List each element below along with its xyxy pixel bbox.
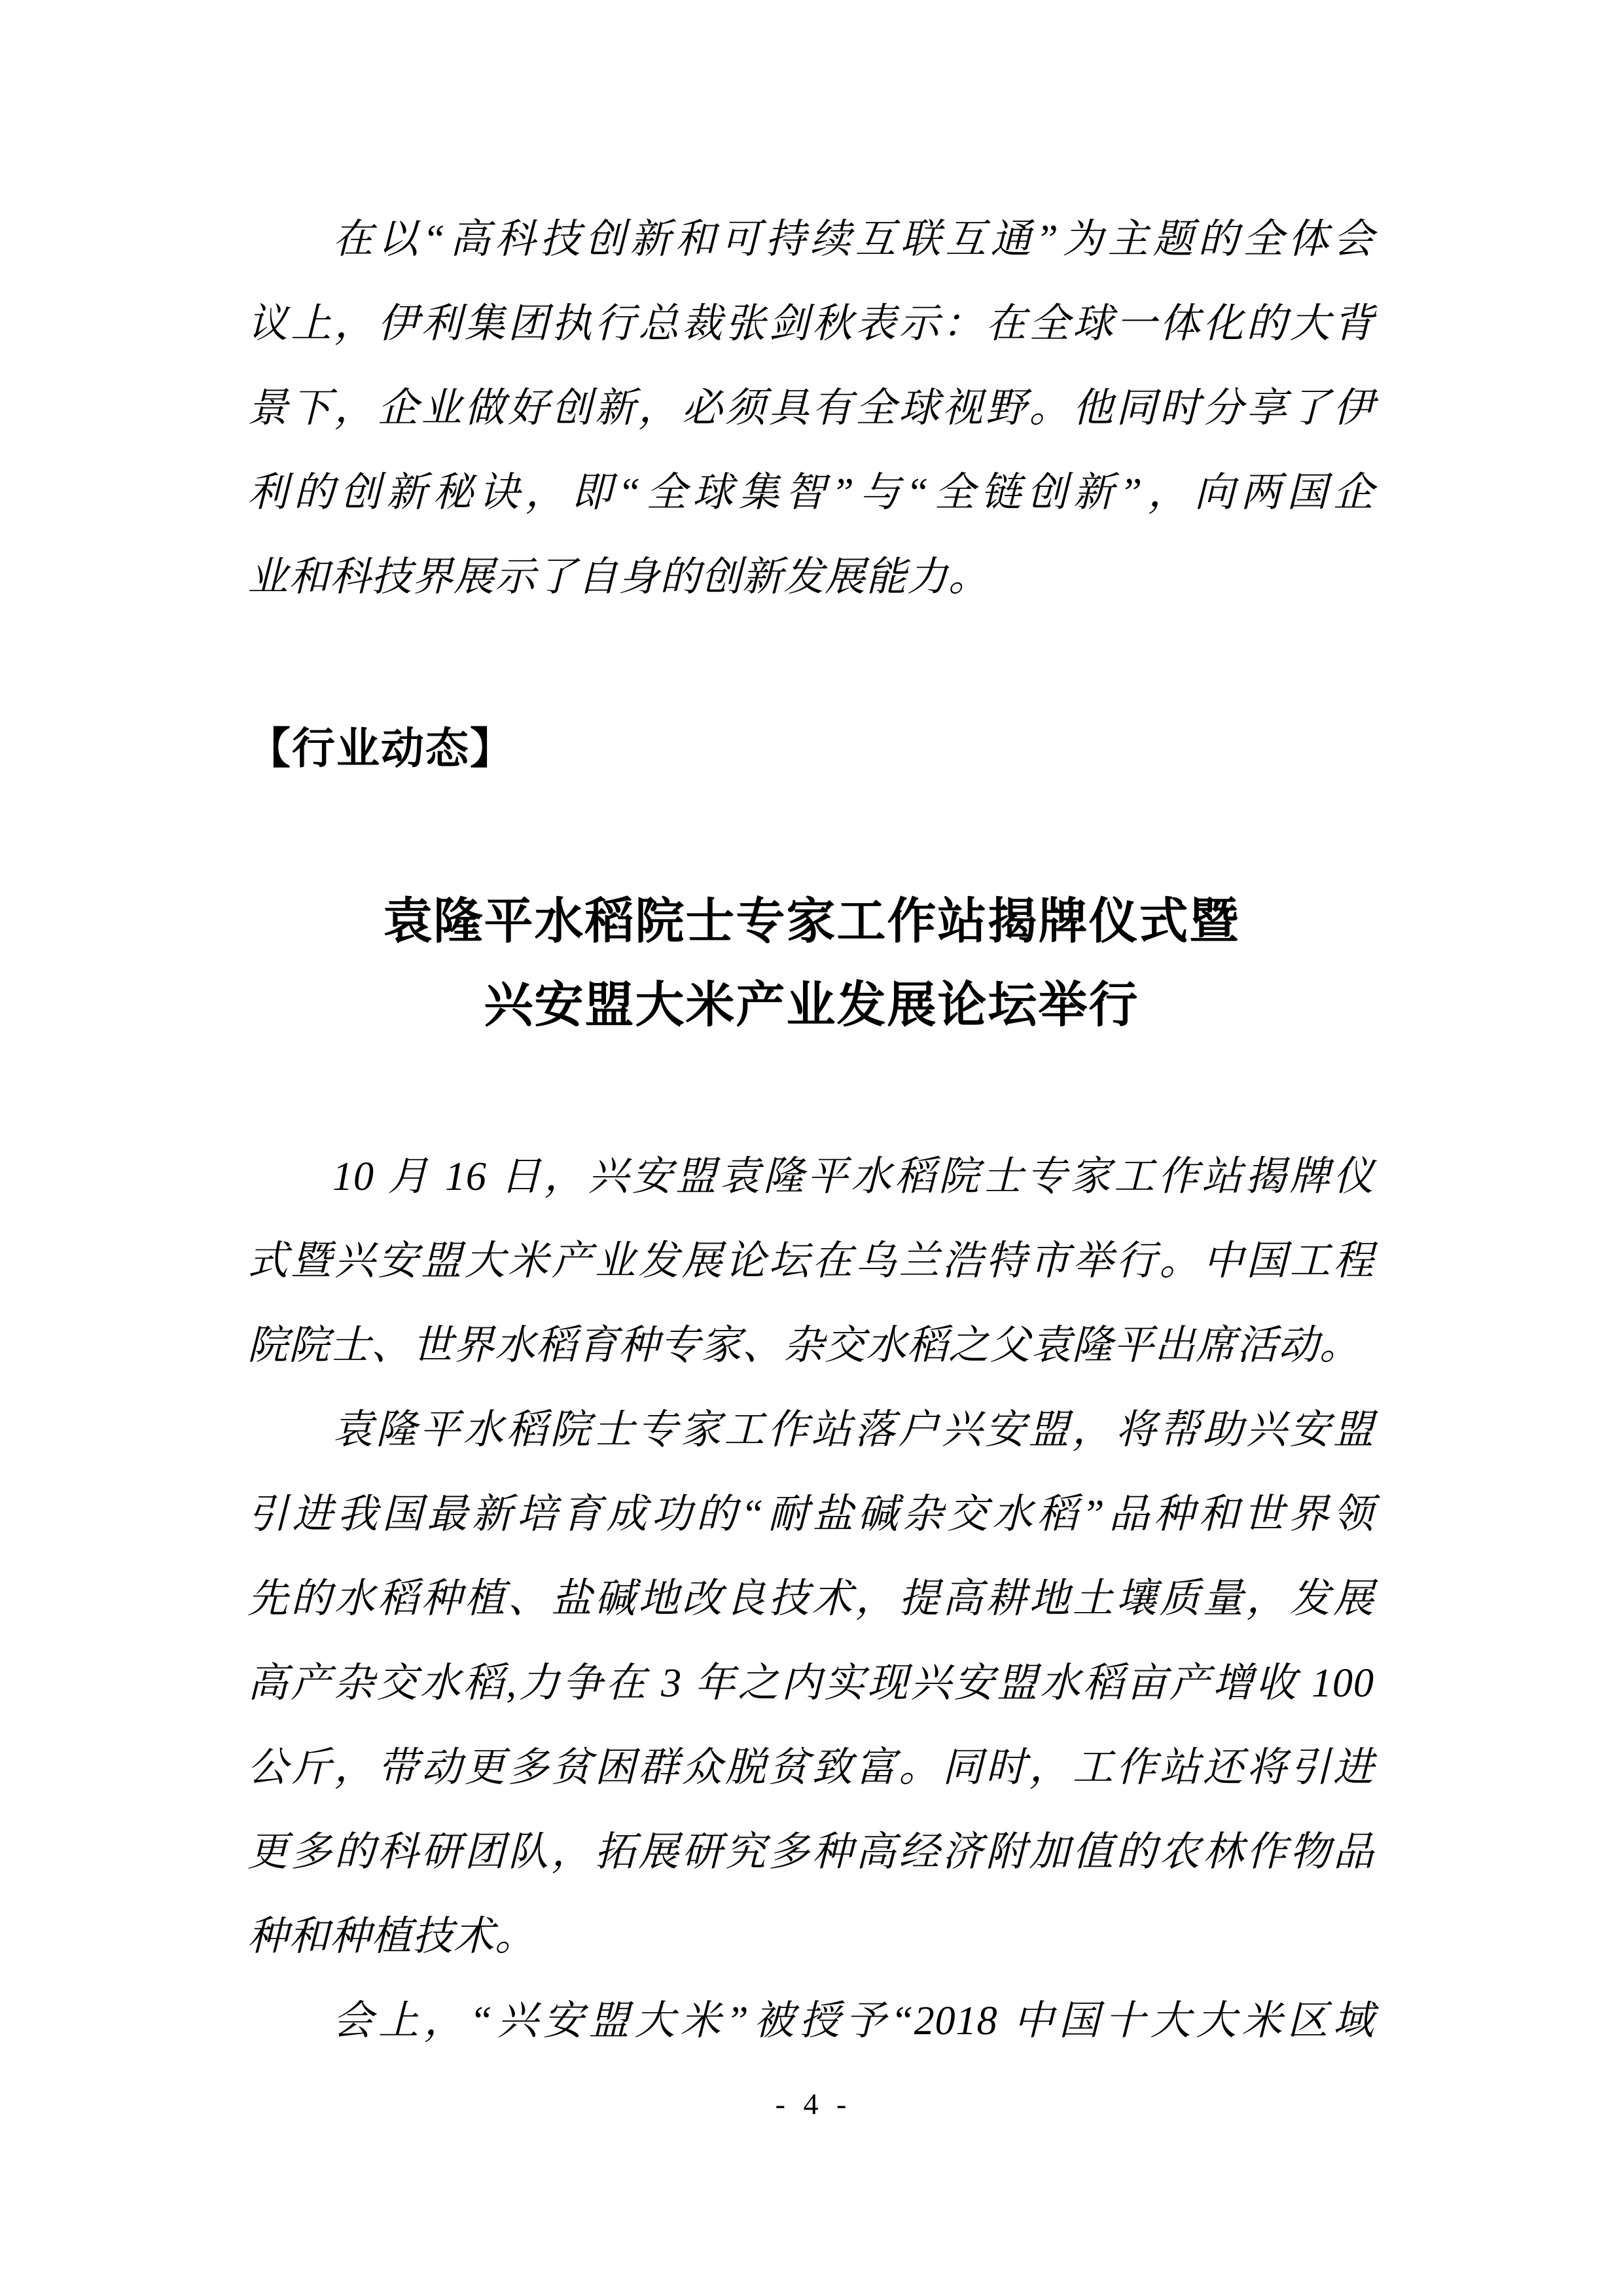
page-number: - 4 - [775,2087,848,2121]
article-body [247,1135,1374,2064]
body-line: 引进我国最新培育成功的“耐盐碱杂交水稻”品种和世界领 [247,1492,1374,1537]
body-line: 更多的科研团队，拓展研究多种高经济附加值的农林作物品 [247,1830,1374,1874]
body-line: 高产杂交水稻,力争在 3 年之内实现兴安盟水稻亩产增收 100 [247,1661,1374,1706]
paragraph-line: 业和科技界展示了自身的创新发展能力。 [247,555,990,600]
body-line: 种和种植技术。 [247,1914,537,1959]
paragraph-line: 在以“高科技创新和可持续互联互通”为主题的全体会 [332,217,1374,262]
body-line: 10 月 16 日，兴安盟袁隆平水稻院士专家工作站揭牌仪 [332,1155,1374,1199]
title-line: 兴安盟大米产业发展论坛举行 [484,977,1139,1032]
paragraph-line: 景下，企业做好创新，必须具有全球视野。他同时分享了伊 [247,386,1374,431]
body-line: 袁隆平水稻院士专家工作站落户兴安盟，将帮助兴安盟 [332,1408,1374,1452]
section-header: 【行业动态】 [247,724,514,772]
body-line: 先的水稻种植、盐碱地改良技术，提高耕地土壤质量，发展 [247,1577,1374,1621]
body-line: 式暨兴安盟大米产业发展论坛在乌兰浩特市举行。中国工程 [247,1239,1374,1283]
intro-paragraph [247,198,1374,620]
title-line: 袁隆平水稻院士专家工作站揭牌仪式暨 [383,893,1240,948]
body-line: 会上，“兴安盟大米”被授予“2018 中国十大大米区域 [332,1999,1374,2043]
body-line: 公斤，带动更多贫困群众脱贫致富。同时，工作站还将引进 [247,1746,1374,1790]
body-line: 院院士、世界水稻育种专家、杂交水稻之父袁隆平出席活动。 [247,1323,1361,1368]
article-title [0,879,1623,1047]
paragraph-line: 议上，伊利集团执行总裁张剑秋表示：在全球一体化的大背 [247,302,1374,346]
paragraph-line: 利的创新秘诀，即“全球集智”与“全链创新”，向两国企 [247,471,1374,515]
